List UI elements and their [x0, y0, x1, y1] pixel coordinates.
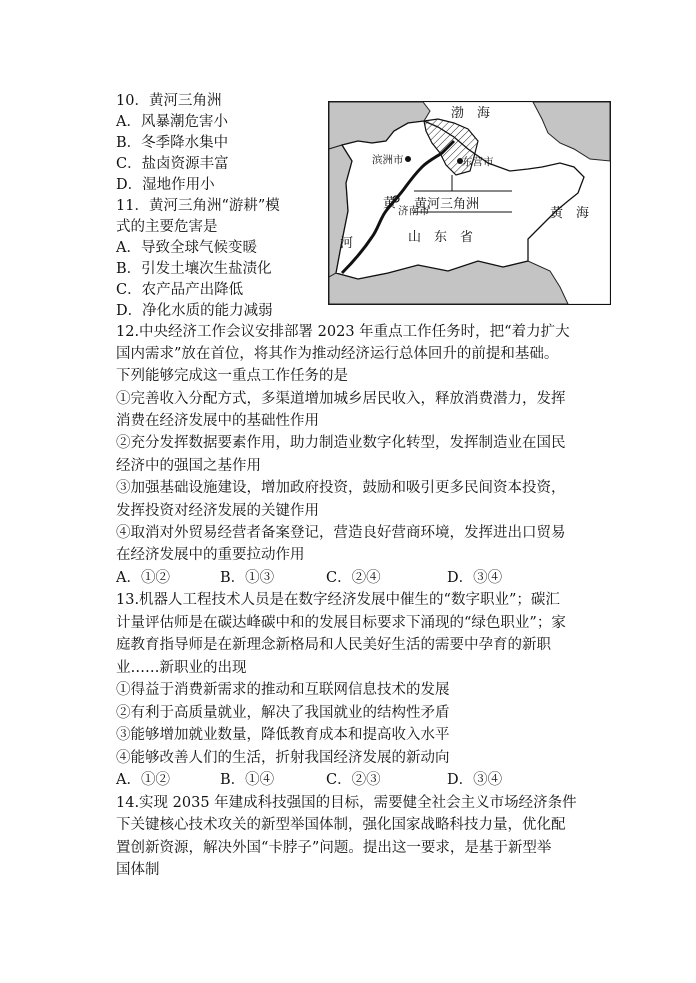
shandong-label: 山 东 省: [408, 230, 474, 245]
q14-line-4: 国体制: [116, 862, 160, 878]
q12-line-10: ④取消对外贸易经营者备案登记，营造良好营商环境，发挥进出口贸易: [116, 525, 566, 541]
q11-option-a: A．导致全球气候变暖: [116, 240, 257, 256]
river-label-huang: 黄: [383, 196, 397, 211]
q12-choice-b: B．①③: [220, 570, 275, 586]
bohai-label: 渤 海: [451, 106, 491, 121]
huanghai-sea-label: 黄 海: [550, 206, 590, 221]
q13-choice-a: A．①②: [116, 772, 170, 788]
q12-line-6: ②充分发挥数据要素作用，助力制造业数字化转型，发挥制造业在国民: [116, 435, 566, 451]
q10-option-a: A．风暴潮危害小: [116, 114, 228, 130]
q12-line-5: 消费在经济发展中的基础性作用: [116, 413, 319, 429]
q11-option-d: D．净化水质的能力减弱: [116, 303, 273, 319]
q11-stem-line-2: 式的主要危害是: [116, 219, 218, 235]
map-svg: [328, 101, 611, 305]
dongying-label: 东营市: [462, 156, 494, 168]
delta-label: 黄河三角洲: [414, 197, 480, 212]
q12-choice-c: C．②④: [326, 570, 381, 586]
q10-stem: 10．黄河三角洲: [116, 93, 222, 109]
q14-line-2: 下关键核心技术攻关的新型举国体制，强化国家战略科技力量，优化配: [116, 817, 566, 833]
q11-option-b: B．引发土壤次生盐渍化: [116, 261, 272, 277]
q13-choice-c: C．②③: [326, 772, 381, 788]
q10-option-c: C．盐卤资源丰富: [116, 156, 229, 172]
q10-option-b: B．冬季降水集中: [116, 135, 229, 151]
binzhou-dot: [405, 156, 411, 162]
q12-line-1: 12.中央经济工作会议安排部署 2023 年重点工作任务时，把“着力扩大: [116, 324, 570, 340]
q11-option-c: C．农产品产出降低: [116, 282, 244, 298]
river-label-he: 河: [340, 236, 354, 251]
jinan-label: 济南市: [398, 205, 430, 217]
q12-line-9: 发挥投资对经济发展的关键作用: [116, 503, 319, 519]
q12-line-4: ①完善收入分配方式，多渠道增加城乡居民收入，释放消费潜力，发挥: [116, 391, 566, 407]
q13-line-8: ④能够改善人们的生活，折射我国经济发展的新动向: [116, 750, 450, 766]
q13-choice-b: B．①④: [220, 772, 275, 788]
q14-line-1: 14.实现 2035 年建成科技强国的目标，需要健全社会主义市场经济条件: [116, 795, 577, 811]
yellow-river-delta-map: [328, 101, 611, 305]
q13-line-3: 庭教育指导师是在新理念新格局和人民美好生活的需要中孕育的新职: [116, 637, 551, 653]
q13-line-2: 计量评估师是在碳达峰碳中和的发展目标要求下涌现的“绿色职业”；家: [116, 615, 566, 631]
q12-line-11: 在经济发展中的重要拉动作用: [116, 547, 305, 563]
q13-line-1: 13.机器人工程技术人员是在数字经济发展中催生的“数字职业”；碳汇: [116, 592, 560, 608]
binzhou-label: 滨洲市: [372, 154, 404, 166]
q12-line-3: 下列能够完成这一重点工作任务的是: [116, 368, 348, 384]
q12-line-2: 国内需求”放在首位，将其作为推动经济运行总体回升的前提和基础。: [116, 346, 559, 362]
q14-line-3: 置创新资源，解决外国“卡脖子”问题。提出这一要求，是基于新型举: [116, 840, 552, 856]
q13-choice-d: D．③④: [447, 772, 503, 788]
q13-line-4: 业……新职业的出现: [116, 660, 247, 676]
q13-line-7: ③能够增加就业数量，降低教育成本和提高收入水平: [116, 727, 450, 743]
q11-stem-line-1: 11．黄河三角洲“游耕”模: [116, 198, 280, 214]
q12-line-7: 经济中的强国之基作用: [116, 458, 261, 474]
q12-choice-a: A．①②: [116, 570, 170, 586]
q12-choice-d: D．③④: [447, 570, 503, 586]
q10-option-d: D．湿地作用小: [116, 177, 215, 193]
q13-line-5: ①得益于消费新需求的推动和互联网信息技术的发展: [116, 682, 450, 698]
q13-line-6: ②有利于高质量就业，解决了我国就业的结构性矛盾: [116, 705, 450, 721]
q12-line-8: ③加强基础设施建设，增加政府投资，鼓励和吸引更多民间资本投资，: [116, 480, 566, 496]
